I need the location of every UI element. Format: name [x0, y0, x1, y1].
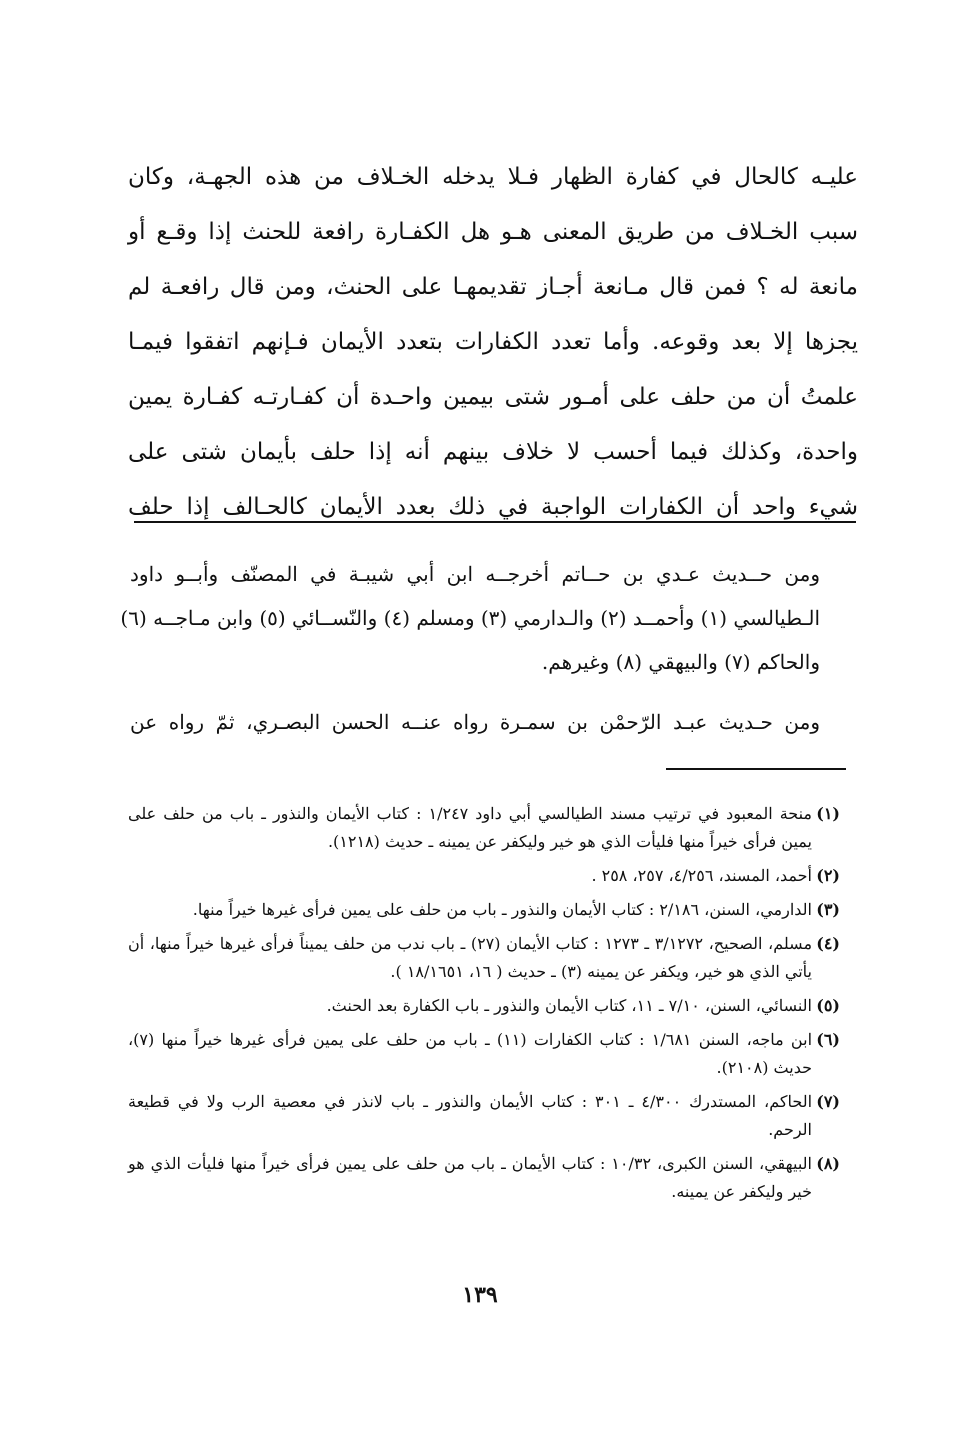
- footnote-4: [128, 930, 840, 986]
- footnote-text: الحاكم، المستدرك ٤/٣٠٠ ـ ٣٠١ : كتاب الأيمان والنذور ـ باب لانذر في معصية الرب ولا في قطيعة الرحم.: [128, 1092, 813, 1139]
- footnote-1: [128, 800, 840, 856]
- body-line: يجزها إلا بعد وقوعه. وأما تعدد الكفارات بتعدد الأيمان فـإنهم اتفقوا فيمـا: [128, 329, 858, 355]
- quote-paragraph-2: [130, 700, 820, 744]
- footnote-text: الدارمي، السنن، ٢/١٨٦ : كتاب الأيمان والنذور ـ باب من حلف على يمين فرأى غيرها خيراً منها.: [192, 900, 812, 919]
- footnotes-list: [128, 800, 840, 1212]
- body-line: علمتُ أن من حلف على أمـور شتى بيمين واحـدة أن كفـارتـه كفـارة يمين: [128, 384, 858, 410]
- section-divider: [134, 521, 856, 523]
- quote-line: والحاكم (٧) والبيهقي (٨) وغيرهم.: [541, 650, 820, 674]
- footnote-number: (٨): [816, 1154, 840, 1173]
- footnote-5: [128, 992, 840, 1020]
- footnote-number: (٧): [816, 1092, 840, 1111]
- quote-line: ومن حــديث عـدي بن حــاتم أخرجــه ابن أبي شيبـة في المصنّف وأبــو داود: [130, 562, 820, 586]
- footnote-6: [128, 1026, 840, 1082]
- quoted-section: [120, 552, 820, 744]
- footnote-text: مسلم، الصحيح، ٣/١٢٧٢ ـ ١٢٧٣ : كتاب الأيمان (٢٧) ـ باب ندب من حلف يميناً فرأى غيرها خيراً منها، أن يأتي الذي هو خير، ويكفر عن يمينه (٣) ـ حديث ( ١٦، ١٨/١٦٥١ ).: [128, 934, 813, 981]
- footnote-text: البيهقي، السنن الكبرى، ١٠/٣٢ : كتاب الأيمان ـ باب من حلف على يمين فرأى خيراً منها فليأت الذي هو خير وليكفر عن يمينه.: [128, 1154, 812, 1201]
- footnote-number: (٢): [816, 866, 840, 885]
- footnote-7: [128, 1088, 840, 1144]
- footnote-divider: [666, 768, 846, 770]
- page-number: ١٣٩: [462, 1282, 498, 1308]
- body-line: شيء واحد أن الكفارات الواجبة في ذلك بعدد الأيمان كالحـالف إذا حلف: [128, 494, 858, 520]
- footnote-text: النسائي، السنن، ٧/١٠ ـ ١١، كتاب الأيمان والنذور ـ باب الكفارة بعد الحنث.: [326, 996, 812, 1015]
- footnote-3: [128, 896, 840, 924]
- footnote-text: ابن ماجه، السنن ١/٦٨١ : كتاب الكفارات (١١) ـ باب من حلف على يمين فرأى غيرها خيراً منها (٧)، حديث (٢١٠٨).: [128, 1030, 813, 1077]
- footnote-text: منحة المعبود في ترتيب مسند الطيالسي أبي داود ١/٢٤٧ : كتاب الأيمان والنذور ـ باب من حلف على يمين فرأى خيراً منها فليأت الذي هو خير وليكفر عن يمينه ـ حديث (١٢١٨).: [128, 804, 812, 851]
- footnote-2: [128, 862, 840, 890]
- footnote-text: أحمد، المسند، ٤/٢٥٦، ٢٥٧، ٢٥٨ .: [591, 866, 812, 885]
- footnote-8: [128, 1150, 840, 1206]
- footnote-number: (٥): [816, 996, 840, 1015]
- quote-line: الـطيالسي (١) وأحمــد (٢) والـدارمي (٣) ومسلم (٤) والنّســائي (٥) وابن مـاجــه (٦): [120, 606, 820, 630]
- quote-paragraph-1: [120, 552, 820, 684]
- body-line: مانعة له ؟ فمن قال مـانعة أجـاز تقديمهـا على الحنث، ومن قال رافعـة لم: [128, 274, 858, 300]
- quote-line: ومن حـديث عبـد الرّحمْن بن سمـرة رواه عنــه الحسن البصـري، ثمّ رواه عن: [130, 710, 820, 734]
- body-line: سبب الخـلاف من طريق المعنى هـو هل الكفـارة رافعة للحنث إذا وقـع أو: [128, 219, 858, 245]
- footnote-number: (٦): [816, 1030, 840, 1049]
- body-line: عليـه كالحال في كفارة الظهار فـلا يدخله الخـلاف من هذه الجهـة، وكان: [128, 164, 858, 190]
- main-body-text: [128, 150, 858, 535]
- body-line: واحدة، وكذلك فيما أحسب لا خلاف بينهم أنه إذا حلف بأيمان شتى على: [128, 439, 858, 465]
- footnote-number: (٣): [816, 900, 840, 919]
- footnote-number: (١): [816, 804, 840, 823]
- footnote-number: (٤): [816, 934, 840, 953]
